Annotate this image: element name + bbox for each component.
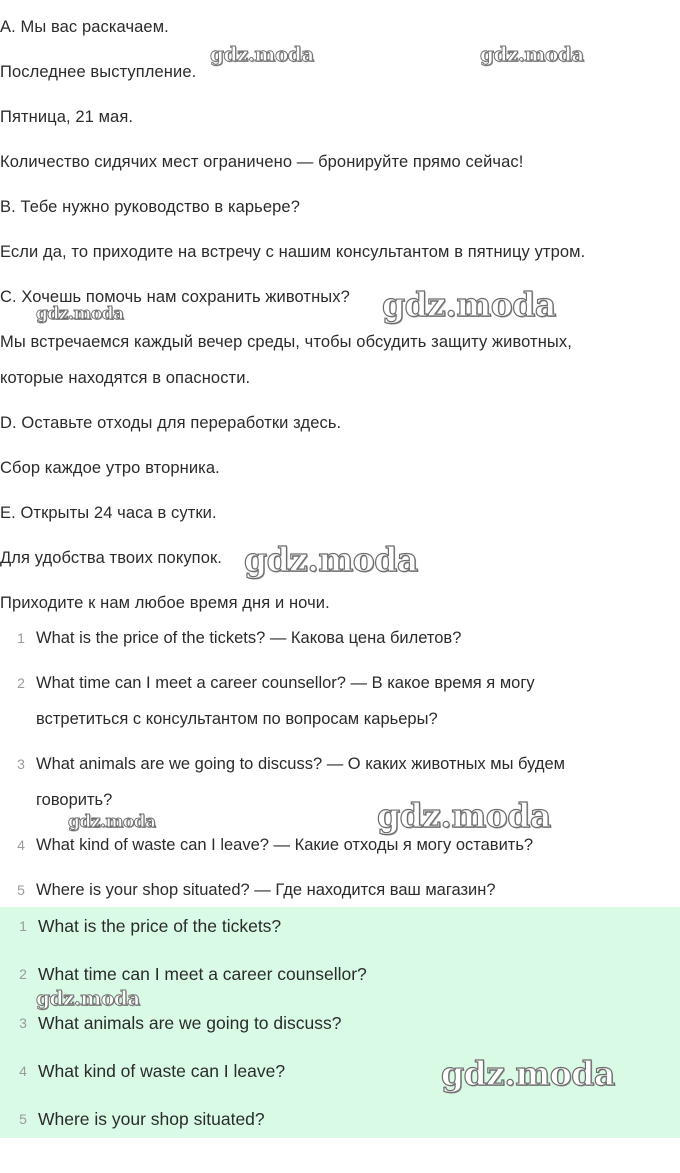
paragraph-c-title: С. Хочешь помочь нам сохранить животных? (0, 288, 350, 306)
answer-number: 3 (19, 1015, 27, 1031)
list-text: Where is your shop situated? — Где находится ваш магазин? (36, 881, 496, 899)
answer-number: 4 (19, 1063, 27, 1079)
watermark: gdz.moda (441, 1054, 615, 1093)
answer-text: What is the price of the tickets? (38, 916, 282, 936)
paragraph-b-title: В. Тебе нужно руководство в карьере? (0, 198, 300, 216)
paragraph-c-line2: которые находятся в опасности. (0, 369, 251, 387)
watermark: gdz.moda (36, 986, 140, 1010)
watermark: gdz.moda (377, 796, 551, 835)
answer-number: 2 (19, 966, 27, 982)
answer-box (0, 907, 680, 1138)
answer-number: 5 (19, 1111, 27, 1127)
list-text: What kind of waste can I leave? — Какие отходы я могу оставить? (36, 836, 534, 854)
paragraph-d-line1: Сбор каждое утро вторника. (0, 459, 220, 477)
list-text: What is the price of the tickets? — Какова цена билетов? (36, 629, 462, 647)
paragraph-a-line1: Последнее выступление. (0, 63, 197, 81)
list-number: 1 (17, 630, 25, 646)
watermark: gdz.moda (244, 540, 418, 579)
paragraph-e-line1: Для удобства твоих покупок. (0, 549, 222, 567)
watermark: gdz.moda (210, 42, 314, 66)
answer-text: What kind of waste can I leave? (38, 1061, 286, 1081)
paragraph-c-line1: Мы встречаемся каждый вечер среды, чтобы обсудить защиту животных, (0, 333, 572, 351)
answer-text: What animals are we going to discuss? (38, 1013, 342, 1033)
paragraph-e-title: Е. Открыты 24 часа в сутки. (0, 504, 217, 522)
paragraph-d-title: D. Оставьте отходы для переработки здесь. (0, 414, 342, 432)
paragraph-b-line1: Если да, то приходите на встречу с нашим консультантом в пятницу утром. (0, 243, 586, 261)
list-number: 2 (17, 675, 25, 691)
watermark: gdz.moda (382, 285, 556, 324)
paragraph-e-line2: Приходите к нам любое время дня и ночи. (0, 594, 330, 612)
watermark: gdz.moda (36, 304, 124, 324)
watermark: gdz.moda (480, 42, 584, 66)
paragraph-a-title: А. Мы вас раскачаем. (0, 18, 169, 36)
paragraph-a-line2: Пятница, 21 мая. (0, 108, 134, 126)
list-number: 3 (17, 756, 25, 772)
list-text: говорить? (36, 791, 113, 809)
answer-text: Where is your shop situated? (38, 1109, 265, 1129)
watermark: gdz.moda (68, 812, 156, 832)
list-number: 4 (17, 837, 25, 853)
answer-number: 1 (19, 918, 27, 934)
answer-text: What time can I meet a career counsellor? (38, 964, 367, 984)
paragraph-a-line3: Количество сидячих мест ограничено — бронируйте прямо сейчас! (0, 153, 524, 171)
list-text: What animals are we going to discuss? — О каких животных мы будем (36, 755, 565, 773)
list-number: 5 (17, 882, 25, 898)
list-text: What time can I meet a career counsellor? — В какое время я могу (36, 674, 535, 692)
list-text: встретиться с консультантом по вопросам карьеры? (36, 710, 438, 728)
